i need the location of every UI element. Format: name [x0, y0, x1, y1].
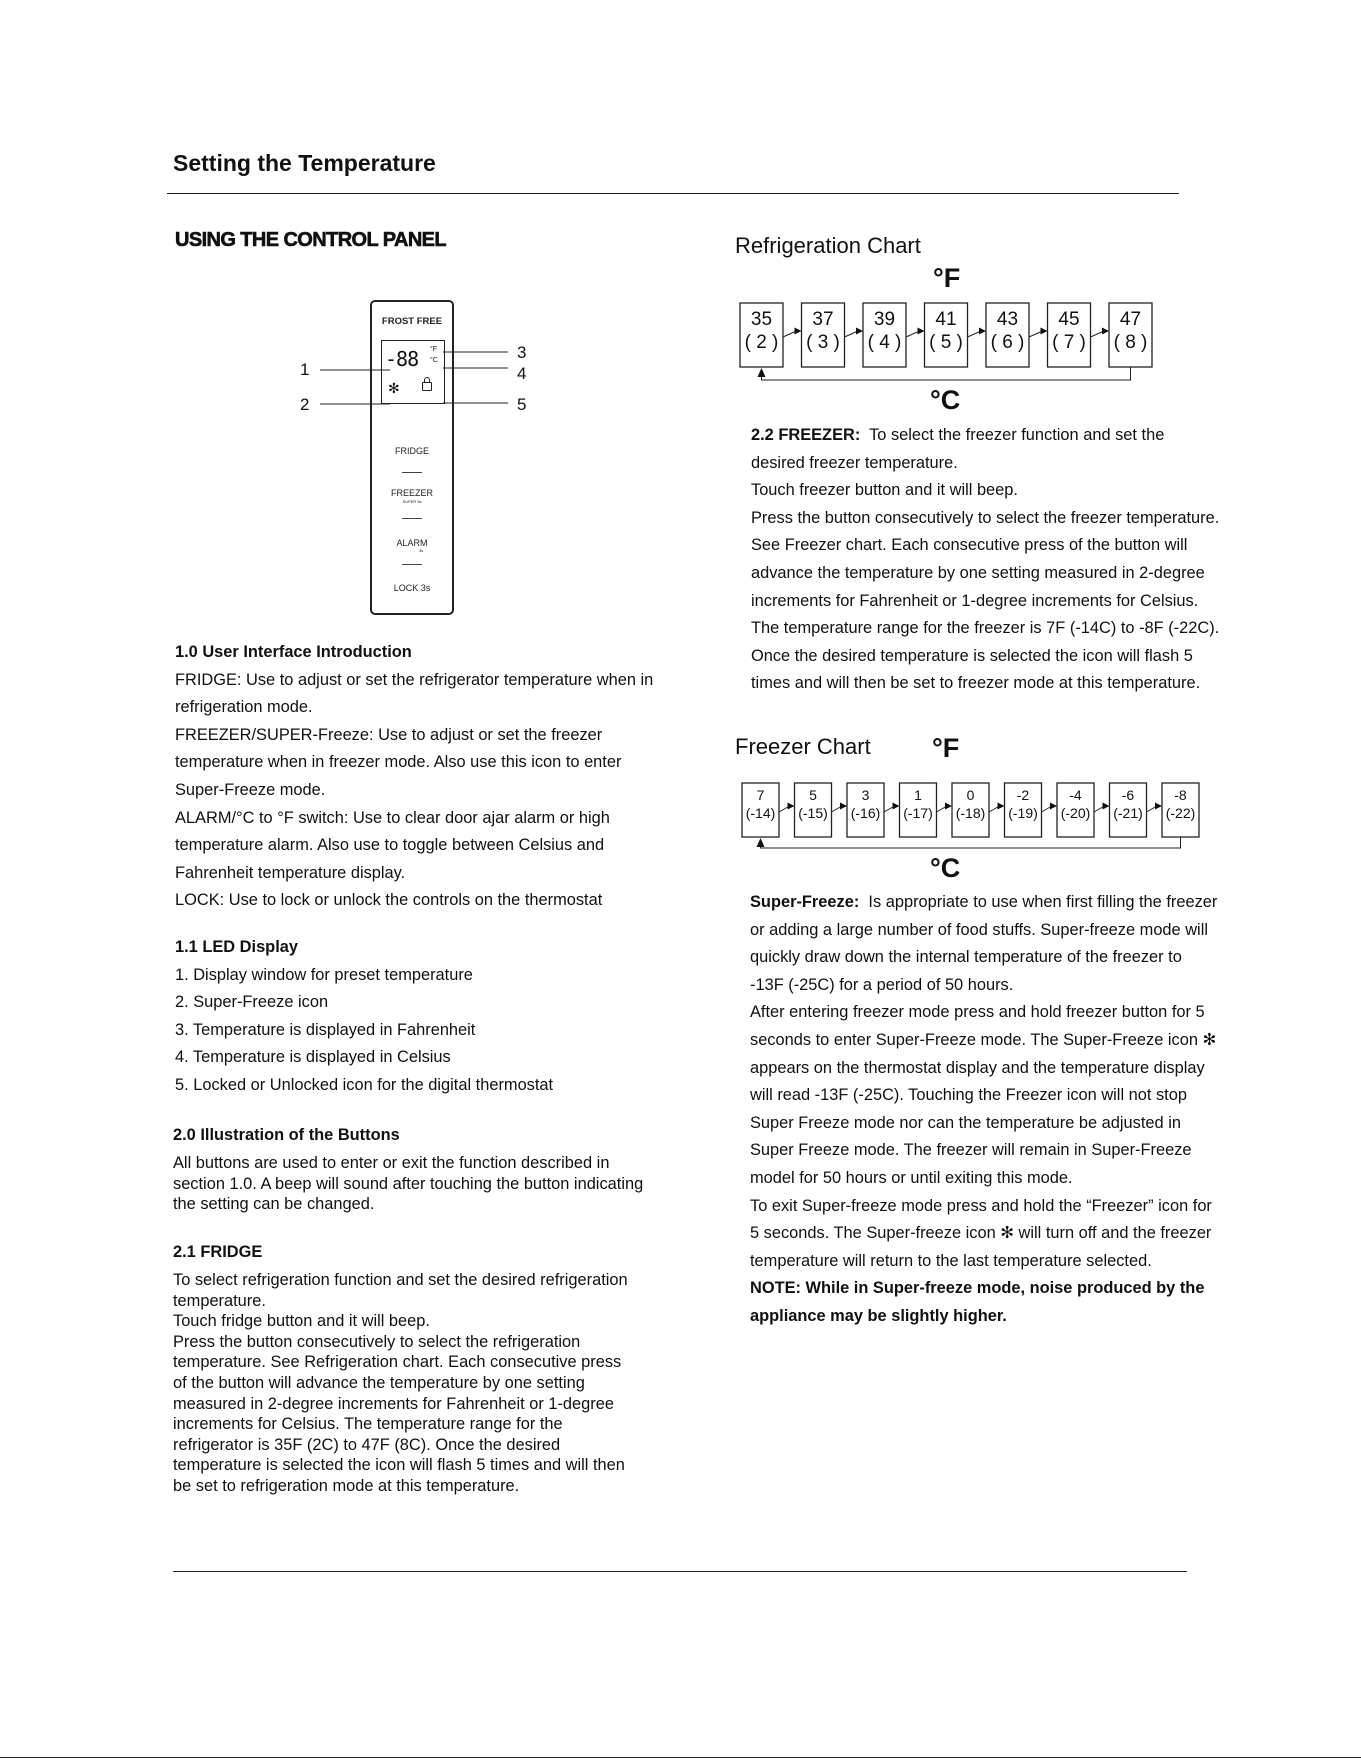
alarm-description: ALARM/°C to °F switch: Use to clear door ajar alarm or high temperature alarm. Also use to toggle between Celsius and Fahrenheit temperature display. — [175, 808, 610, 882]
refrigeration-unit-c: °C — [930, 385, 961, 415]
step-f-label: 37 — [812, 309, 834, 330]
text-line: measured in 2-degree increments for Fahrenheit or 1-degree — [173, 1394, 614, 1413]
fridge-text — [173, 1270, 693, 1497]
note-line: appliance may be slightly higher. — [750, 1306, 1007, 1325]
callout-3: 3 — [517, 343, 527, 362]
header-rule — [167, 193, 1179, 194]
text-line: refrigerator is 35F (2C) to 47F (8C). Once the desired — [173, 1435, 561, 1454]
step-f-label: 3 — [861, 787, 870, 803]
loop-back-arrow-head — [757, 838, 765, 847]
text-line: 5 seconds. The Super-freeze icon ✻ will turn off and the freezer — [750, 1224, 1212, 1243]
step-arrow-head — [1155, 803, 1162, 810]
text-line: Press the button consecutively to select the freezer temperature. — [751, 508, 1220, 527]
step-arrow-line — [1029, 331, 1043, 337]
text-line: Touch freezer button and it will beep. — [751, 481, 1018, 500]
alarm-button[interactable]: ALARM — [396, 538, 428, 548]
step-f-label: 43 — [996, 309, 1019, 330]
freezer-section — [751, 422, 1271, 698]
page-title: Setting the Temperature — [173, 150, 436, 176]
step-arrow-head — [1102, 328, 1109, 335]
step-c-label: ( 3 ) — [806, 332, 840, 353]
step-arrow-head — [918, 328, 925, 335]
fridge-description: FRIDGE: Use to adjust or set the refrigerator temperature when in refrigeration mode. — [175, 670, 654, 717]
freezer-unit-f: °F — [932, 733, 960, 763]
step-c-label: (-15) — [798, 805, 828, 821]
refrigeration-chart-title: Refrigeration Chart — [735, 233, 921, 258]
step-f-label: -2 — [1016, 787, 1030, 803]
step-c-label: ( 7 ) — [1052, 332, 1086, 353]
step-c-label: (-18) — [955, 805, 986, 821]
text-line: temperature is selected the icon will flash 5 times and will then — [173, 1456, 625, 1475]
step-f-label: 7 — [756, 787, 765, 803]
step-c-label: ( 5 ) — [929, 332, 963, 353]
text-line: Press the button consecutively to select the refrigeration — [173, 1332, 581, 1351]
button-divider — [402, 518, 422, 519]
text-line: be set to refrigeration mode at this temperature. — [173, 1476, 520, 1495]
step-arrow-line — [968, 331, 982, 337]
text-fragment: Is appropriate to use when first filling the freezer — [859, 893, 1218, 911]
step-f-label: -6 — [1121, 787, 1135, 803]
super-freeze-label: Super-Freeze: — [750, 893, 860, 911]
callout-2: 2 — [300, 395, 310, 414]
text-line: advance the temperature by one setting measured in 2-degree — [751, 563, 1205, 582]
text-line: model for 50 hours or until exiting this mode. — [750, 1168, 1073, 1187]
step-f-label: 45 — [1058, 309, 1080, 330]
callout-lines — [280, 335, 540, 415]
page-bottom-rule — [0, 1757, 1361, 1758]
step-arrow-line — [845, 331, 859, 337]
step-f-label: 41 — [935, 309, 957, 330]
step-arrow-line — [783, 331, 797, 337]
freezer-chart-title: Freezer Chart — [735, 734, 871, 759]
loop-back-line — [762, 367, 1131, 380]
loop-back-line — [761, 837, 1181, 848]
text-line: Once the desired temperature is selected the icon will flash 5 — [751, 646, 1193, 665]
text-line: increments for Celsius. The temperature range for the — [173, 1415, 563, 1434]
list-item: 3. Temperature is displayed in Fahrenheit — [175, 1020, 476, 1039]
freezer-button[interactable]: FREEZER — [390, 488, 433, 498]
freezer-label: 2.2 FREEZER: — [751, 426, 861, 444]
step-f-label: -8 — [1174, 787, 1187, 803]
freezer-unit-c: °C — [930, 853, 961, 883]
text-line: increments for Fahrenheit or 1-degree increments for Celsius. — [751, 591, 1199, 610]
step-arrow-head — [1103, 803, 1110, 810]
step-c-label: ( 6 ) — [990, 332, 1025, 353]
callout-1: 1 — [300, 360, 310, 379]
list-item: 4. Temperature is displayed in Celsius — [175, 1048, 451, 1067]
alarm-button-sub: 3s — [419, 548, 424, 553]
step-arrow-head — [840, 803, 847, 810]
button-divider — [402, 472, 422, 473]
section-title-control-panel: USING THE CONTROL PANEL — [175, 229, 447, 251]
step-f-label: 0 — [966, 787, 975, 803]
list-item: 5. Locked or Unlocked icon for the digital thermostat — [175, 1075, 554, 1094]
step-arrow-head — [979, 328, 986, 335]
text-line: temperature will return to the last temperature selected. — [750, 1251, 1152, 1270]
text-line: After entering freezer mode press and hold freezer button for 5 — [750, 1003, 1205, 1022]
ui-intro-heading: 1.0 User Interface Introduction — [175, 643, 412, 661]
step-c-label: ( 4 ) — [867, 332, 902, 353]
step-c-label: (-22) — [1165, 805, 1196, 821]
frost-free-label: FROST FREE — [381, 316, 443, 327]
note-line: NOTE: While in Super-freeze mode, noise produced by the — [750, 1279, 1205, 1298]
text-line: See Freezer chart. Each consecutive press of the button will — [751, 536, 1188, 555]
buttons-illustration-section — [173, 1126, 653, 1215]
text-line: -13F (-25C) for a period of 50 hours. — [750, 975, 1014, 994]
step-c-label: (-21) — [1113, 805, 1143, 821]
led-display-heading: 1.1 LED Display — [175, 938, 298, 956]
freezer-description: FREEZER/SUPER-Freeze: Use to adjust or set the freezer temperature when in freezer mode. Also use this icon to enter Super-Freeze mode. — [175, 725, 622, 799]
text-line: or adding a large number of food stuffs. Super-freeze mode will — [750, 920, 1208, 939]
text-line: Touch fridge button and it will beep. — [173, 1312, 430, 1331]
step-arrow-head — [945, 803, 952, 810]
text-line: temperature. — [173, 1291, 266, 1310]
step-c-label: (-19) — [1008, 805, 1038, 821]
lock-button[interactable]: LOCK 3s — [393, 583, 431, 593]
button-divider — [402, 564, 422, 565]
text-line: To select refrigeration function and set the desired refrigeration — [173, 1271, 628, 1289]
refrigeration-step-chart — [730, 295, 1170, 387]
text-line: will read -13F (-25C). Touching the Freezer icon will not stop — [750, 1086, 1187, 1105]
text-line — [750, 889, 1290, 917]
text-line: seconds to enter Super-Freeze mode. The Super-Freeze icon ✻ — [750, 1030, 1217, 1049]
unit-f-indicator: °F — [430, 346, 438, 353]
step-c-label: (-20) — [1060, 805, 1091, 821]
text-line: times and will then be set to freezer mode at this temperature. — [751, 674, 1201, 693]
freezer-button-sub: SUPER 5s — [402, 499, 422, 504]
led-display-section — [175, 934, 675, 1100]
step-f-label: -4 — [1069, 787, 1082, 803]
super-freeze-section — [750, 889, 1290, 1331]
step-arrow-head — [998, 803, 1005, 810]
refrigeration-unit-f: °F — [933, 263, 961, 293]
text-line: To exit Super-freeze mode press and hold the “Freezer” icon for — [750, 1196, 1212, 1215]
text-line: desired freezer temperature. — [751, 453, 958, 472]
display-digits: -88 — [385, 347, 419, 371]
snowflake-icon: ✻ — [388, 380, 400, 396]
step-arrow-head — [795, 328, 802, 335]
freezer-step-chart — [732, 775, 1202, 855]
step-arrow-head — [1050, 803, 1057, 810]
ui-intro-section — [175, 639, 675, 915]
step-arrow-head — [893, 803, 900, 810]
step-c-label: (-14) — [745, 805, 776, 821]
step-f-label: 47 — [1119, 309, 1142, 330]
text-line: Super Freeze mode. The freezer will remain in Super-Freeze — [750, 1141, 1192, 1160]
unit-c-indicator: °C — [430, 357, 438, 364]
step-arrow-line — [1091, 331, 1105, 337]
list-item: 2. Super-Freeze icon — [175, 993, 329, 1012]
text-line: appears on the thermostat display and the temperature display — [750, 1058, 1205, 1077]
buttons-illustration-text: All buttons are used to enter or exit the function described in section 1.0. A beep will sound after touching the button indicating the setting can be changed. — [173, 1154, 644, 1214]
text-line — [751, 422, 1271, 450]
fridge-button[interactable]: FRIDGE — [394, 446, 429, 456]
text-line: temperature. See Refrigeration chart. Each consecutive press — [173, 1353, 622, 1372]
step-c-label: (-16) — [850, 805, 881, 821]
step-arrow-head — [788, 803, 795, 810]
step-f-label: 35 — [750, 309, 773, 330]
step-f-label: 1 — [914, 787, 922, 803]
text-line: of the button will advance the temperature by one setting — [173, 1373, 585, 1392]
loop-back-arrow-head — [758, 368, 766, 377]
text-line: quickly draw down the internal temperature of the freezer to — [750, 948, 1182, 967]
step-arrow-head — [1041, 328, 1048, 335]
step-f-label: 5 — [809, 787, 817, 803]
step-arrow-head — [856, 328, 863, 335]
callout-4: 4 — [517, 364, 527, 383]
buttons-illustration-heading: 2.0 Illustration of the Buttons — [173, 1126, 400, 1144]
text-fragment: To select the freezer function and set the — [860, 426, 1165, 444]
callout-5: 5 — [517, 395, 527, 414]
text-line: Super Freeze mode nor can the temperature be adjusted in — [750, 1113, 1181, 1132]
list-item: 1. Display window for preset temperature — [175, 965, 473, 984]
step-c-label: (-17) — [903, 805, 933, 821]
fridge-section — [173, 1243, 693, 1497]
step-c-label: ( 2 ) — [744, 332, 779, 353]
step-f-label: 39 — [873, 309, 896, 330]
text-line: The temperature range for the freezer is 7F (-14C) to -8F (-22C). — [751, 619, 1220, 638]
step-arrow-line — [906, 331, 920, 337]
fridge-heading: 2.1 FRIDGE — [173, 1243, 263, 1261]
footer-rule — [173, 1571, 1187, 1572]
step-c-label: ( 8 ) — [1113, 332, 1148, 353]
lock-description: LOCK: Use to lock or unlock the controls on the thermostat — [175, 891, 603, 910]
